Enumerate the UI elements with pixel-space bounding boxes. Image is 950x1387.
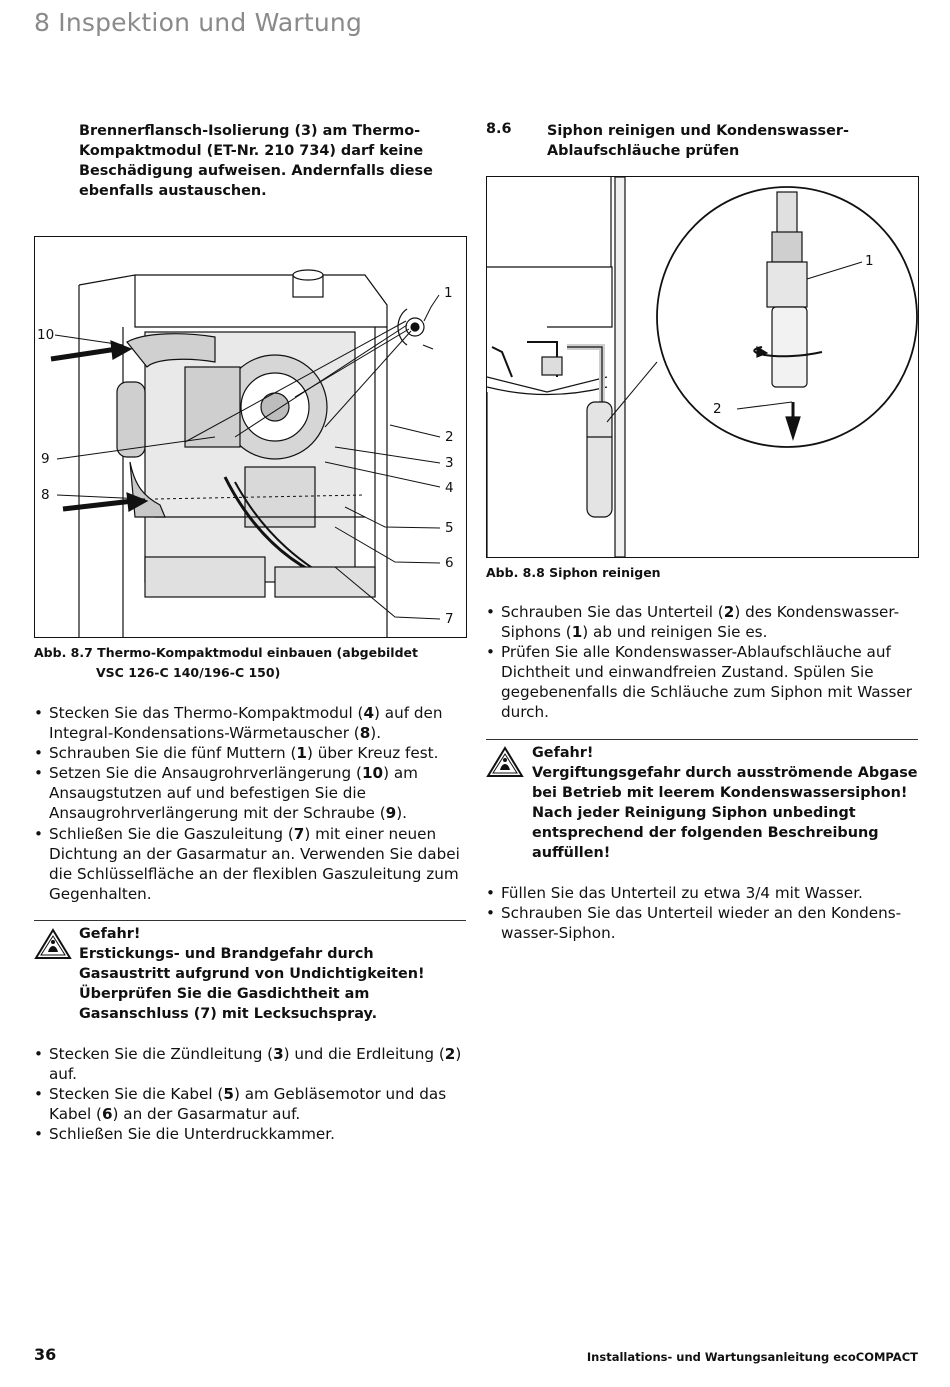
callout-1: 1	[444, 285, 453, 301]
figure-8-7-caption	[34, 643, 465, 683]
item-text: Schließen Sie die Gaszuleitung (	[49, 824, 294, 843]
item-reference-number: 9	[385, 804, 397, 823]
item-reference-number: 3	[273, 1045, 284, 1063]
item-text: ) über Kreuz fest.	[306, 744, 439, 763]
item-text: ) an der Gasarmatur auf.	[112, 1105, 301, 1124]
warning-divider	[34, 920, 466, 921]
section-title: Siphon reinigen und Kondenswasser-Ablaufschläuche prüfen	[547, 123, 849, 159]
callout-8: 8	[41, 487, 50, 503]
list-item	[486, 602, 918, 642]
item-text: Stecken Sie die Kabel (	[49, 1085, 224, 1104]
item-text: ).	[396, 804, 407, 823]
item-reference-number: 4	[363, 704, 375, 722]
intro-paragraph: Brennerflansch-Isolierung (3) am Thermo-Kompaktmodul (ET-Nr. 210 734) darf keine Beschädigung aufweisen. Andernfalls diese ebenfalls austauschen.	[79, 123, 433, 199]
warning-divider	[486, 739, 918, 740]
list-item	[486, 642, 918, 722]
warning-text: Nach jeder Reinigung Siphon unbedingt entsprechend der folgenden Beschreibung auffüllen!	[532, 805, 879, 862]
thermo-compact-module-illustration	[35, 237, 466, 637]
list-item	[486, 903, 918, 943]
item-text: Prüfen Sie alle Kondenswasser-Ablaufschläuche auf Dichtheit und einwandfreien Zustand. Spülen Sie gegebenenfalls die Schläuche zum Siphon mit Wasser durch.	[501, 643, 912, 722]
item-text: ) auf den Integral-Kondensations-Wärmetauscher (	[49, 704, 443, 743]
item-text: ) und die Erdleitung (	[283, 1045, 445, 1063]
item-text: Füllen Sie das Unterteil zu etwa 3/4 mit Wasser.	[501, 884, 863, 902]
hazard-warning-icon	[486, 746, 524, 778]
list-item	[34, 703, 466, 743]
callout-3: 3	[445, 455, 454, 471]
item-text: Schließen Sie die Unterdruckkammer.	[49, 1125, 335, 1144]
item-reference-number: 6	[101, 1105, 113, 1124]
item-reference-number: 7	[293, 824, 305, 843]
warning-label: Gefahr!	[532, 745, 594, 761]
chapter-header: 8 Inspektion und Wartung	[34, 8, 363, 37]
footer-document-title: Installations- und Wartungsanleitung ecoCOMPACT	[586, 1350, 918, 1364]
item-reference-number: 1	[571, 623, 583, 642]
item-reference-number: 8	[359, 724, 371, 743]
page-number: 36	[34, 1345, 57, 1364]
item-text: ) auf.	[49, 1045, 462, 1084]
list-item	[486, 883, 918, 903]
item-text: Stecken Sie das Thermo-Kompaktmodul (	[49, 704, 364, 722]
item-reference-number: 2	[723, 603, 735, 621]
figure-8-8	[486, 176, 919, 558]
list-item	[34, 1044, 466, 1084]
item-text: Setzen Sie die Ansaugrohrverlängerung (	[49, 764, 362, 783]
item-text: Schrauben Sie das Unterteil wieder an den Kondens-wasser-Siphon.	[501, 904, 902, 943]
callout-10: 10	[37, 327, 55, 343]
callout-9: 9	[41, 451, 50, 467]
callout-2: 2	[445, 429, 454, 445]
item-text: ) am Gebläsemotor und das Kabel (	[49, 1085, 447, 1124]
siphon-illustration	[487, 177, 918, 557]
caption-line: VSC 126-C 140/196-C 150)	[96, 665, 281, 680]
warning-right	[532, 743, 918, 864]
warning-left	[79, 924, 469, 1024]
item-text: Stecken Sie die Zündleitung (	[49, 1045, 274, 1063]
callout-4: 4	[445, 480, 454, 496]
item-text: Schrauben Sie die fünf Muttern (	[49, 744, 297, 763]
item-text: ) des Kondenswasser-Siphons (	[501, 603, 900, 642]
callout-2: 2	[713, 401, 722, 417]
left-bullet-list-1	[34, 703, 466, 904]
list-item	[34, 1124, 466, 1144]
list-item	[34, 763, 466, 823]
item-text: ) am Ansaugstutzen auf und befestigen Sie die Ansaugrohrverlängerung mit der Schraube (	[49, 764, 418, 823]
list-item	[34, 1084, 466, 1124]
item-reference-number: 10	[361, 764, 384, 783]
warning-text: Vergiftungsgefahr durch ausströmende Abgase bei Betrieb mit leerem Kondenswassersiphon!	[532, 765, 918, 802]
list-item	[34, 824, 466, 904]
right-bullet-list-1	[486, 602, 918, 723]
item-text: ) ab und reinigen Sie es.	[582, 623, 768, 642]
item-text: Schrauben Sie das Unterteil (	[501, 603, 724, 621]
callout-7: 7	[445, 611, 454, 627]
item-reference-number: 1	[296, 744, 307, 763]
callout-1: 1	[865, 253, 874, 269]
right-bullet-list-2	[486, 883, 918, 943]
callout-5: 5	[445, 520, 454, 536]
warning-text: Überprüfen Sie die Gasdichtheit am Gasanschluss (7) mit Lecksuchspray.	[79, 986, 378, 1023]
warning-text: Erstickungs- und Brandgefahr durch Gasaustritt aufgrund von Undichtigkeiten!	[79, 946, 425, 983]
figure-8-7	[34, 236, 467, 638]
item-reference-number: 2	[444, 1045, 456, 1063]
callout-6: 6	[445, 555, 454, 571]
section-number: 8.6	[486, 121, 512, 137]
warning-label: Gefahr!	[79, 926, 141, 942]
figure-8-8-caption: Abb. 8.8 Siphon reinigen	[486, 565, 661, 580]
item-text: ) mit einer neuen Dichtung an der Gasarmatur an. Verwenden Sie dabei die Schlüsselfläche an der flexiblen Gaszuleitung zum Gegenhalten.	[49, 824, 460, 903]
item-text: ).	[370, 724, 382, 743]
left-bullet-list-2	[34, 1044, 466, 1144]
list-item	[34, 743, 466, 763]
item-reference-number: 5	[223, 1085, 234, 1104]
hazard-warning-icon	[34, 928, 72, 960]
caption-line: Abb. 8.7 Thermo-Kompaktmodul einbauen (abgebildet	[34, 645, 418, 660]
